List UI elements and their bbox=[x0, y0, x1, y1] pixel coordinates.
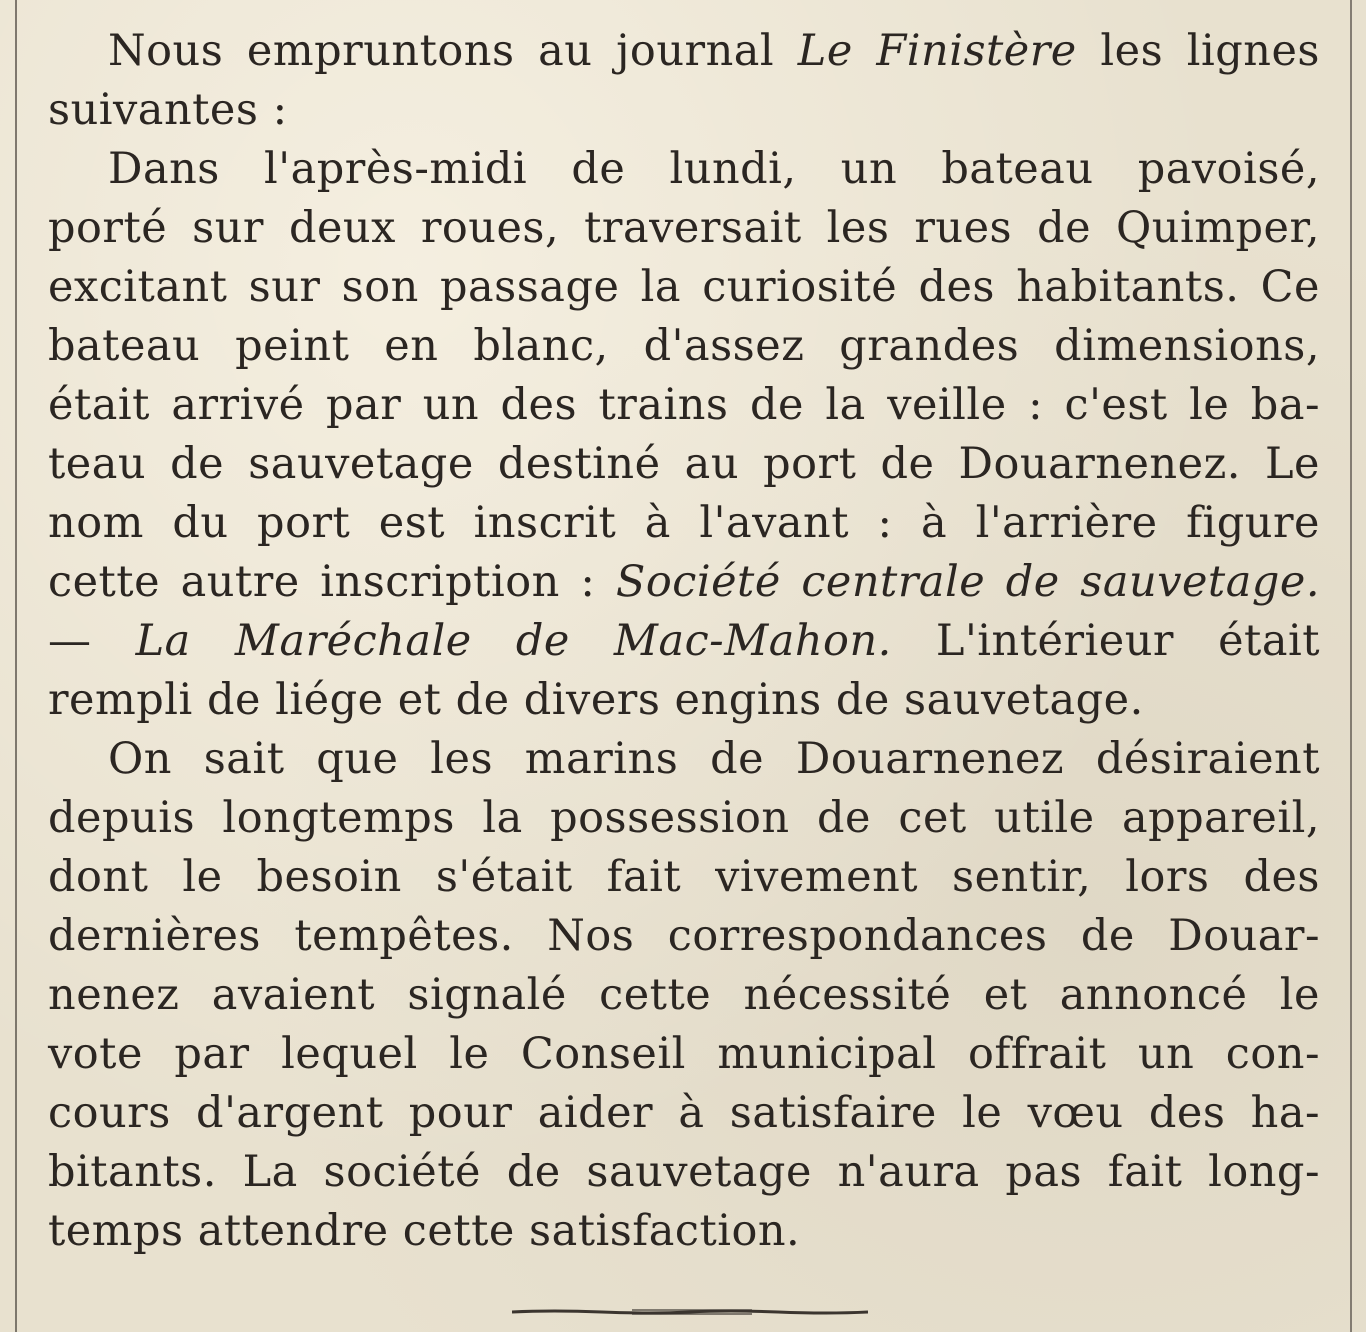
text-run: L'intérieur était bbox=[891, 616, 1320, 666]
text-line bbox=[48, 612, 1320, 671]
text-line: était arrivé par un des trains de la veille : c'est le ba- bbox=[48, 380, 1320, 430]
inscription-society: Société centrale de sauvetage. bbox=[615, 557, 1320, 607]
text-line bbox=[48, 553, 1320, 612]
text-line: nom du port est inscrit à l'avant : à l'arrière figure bbox=[48, 498, 1320, 548]
column-rule-left bbox=[15, 0, 17, 1332]
text-line: rempli de liége et de divers engins de sauvetage. bbox=[48, 675, 1144, 725]
text-line: dont le besoin s'était fait vivement sentir, lors des bbox=[48, 852, 1320, 902]
text-line: dernières tempêtes. Nos correspondances de Douar- bbox=[48, 911, 1320, 961]
decorative-separator bbox=[512, 1308, 868, 1316]
newspaper-title: Le Finistère bbox=[797, 26, 1077, 76]
text-line: On sait que les marins de Douarnenez désiraient bbox=[108, 734, 1320, 784]
text-line: Dans l'après-midi de lundi, un bateau pavoisé, bbox=[108, 144, 1320, 194]
paragraph-boat bbox=[48, 140, 1320, 730]
text-run: — bbox=[48, 616, 136, 666]
text-line bbox=[48, 22, 1320, 81]
inscription-boat-name: La Maréchale de Mac-Mahon. bbox=[135, 616, 892, 666]
text-line: excitant sur son passage la curiosité des habitants. Ce bbox=[48, 262, 1320, 312]
text-line: temps attendre cette satisfaction. bbox=[48, 1206, 801, 1256]
text-run: les lignes bbox=[1076, 26, 1321, 76]
text-line: teau de sauvetage destiné au port de Douarnenez. Le bbox=[48, 439, 1320, 489]
text-line: depuis longtemps la possession de cet utile appareil, bbox=[48, 793, 1320, 843]
text-line: porté sur deux roues, traversait les rues de Quimper, bbox=[48, 203, 1320, 253]
paragraph-sailors bbox=[48, 730, 1320, 1261]
text-line: bateau peint en blanc, d'assez grandes dimensions, bbox=[48, 321, 1320, 371]
paragraph-intro bbox=[48, 22, 1320, 140]
text-run: Nous empruntons au journal bbox=[108, 26, 798, 76]
article-column bbox=[48, 22, 1320, 1261]
text-line: suivantes : bbox=[48, 85, 288, 135]
text-line: nenez avaient signalé cette nécessité et annoncé le bbox=[48, 970, 1320, 1020]
column-rule-right bbox=[1350, 0, 1352, 1332]
text-run: cette autre inscription : bbox=[48, 557, 616, 607]
text-line: cours d'argent pour aider à satisfaire le vœu des ha- bbox=[48, 1088, 1320, 1138]
text-line: vote par lequel le Conseil municipal offrait un con- bbox=[48, 1029, 1320, 1079]
text-line: bitants. La société de sauvetage n'aura pas fait long- bbox=[48, 1147, 1320, 1197]
